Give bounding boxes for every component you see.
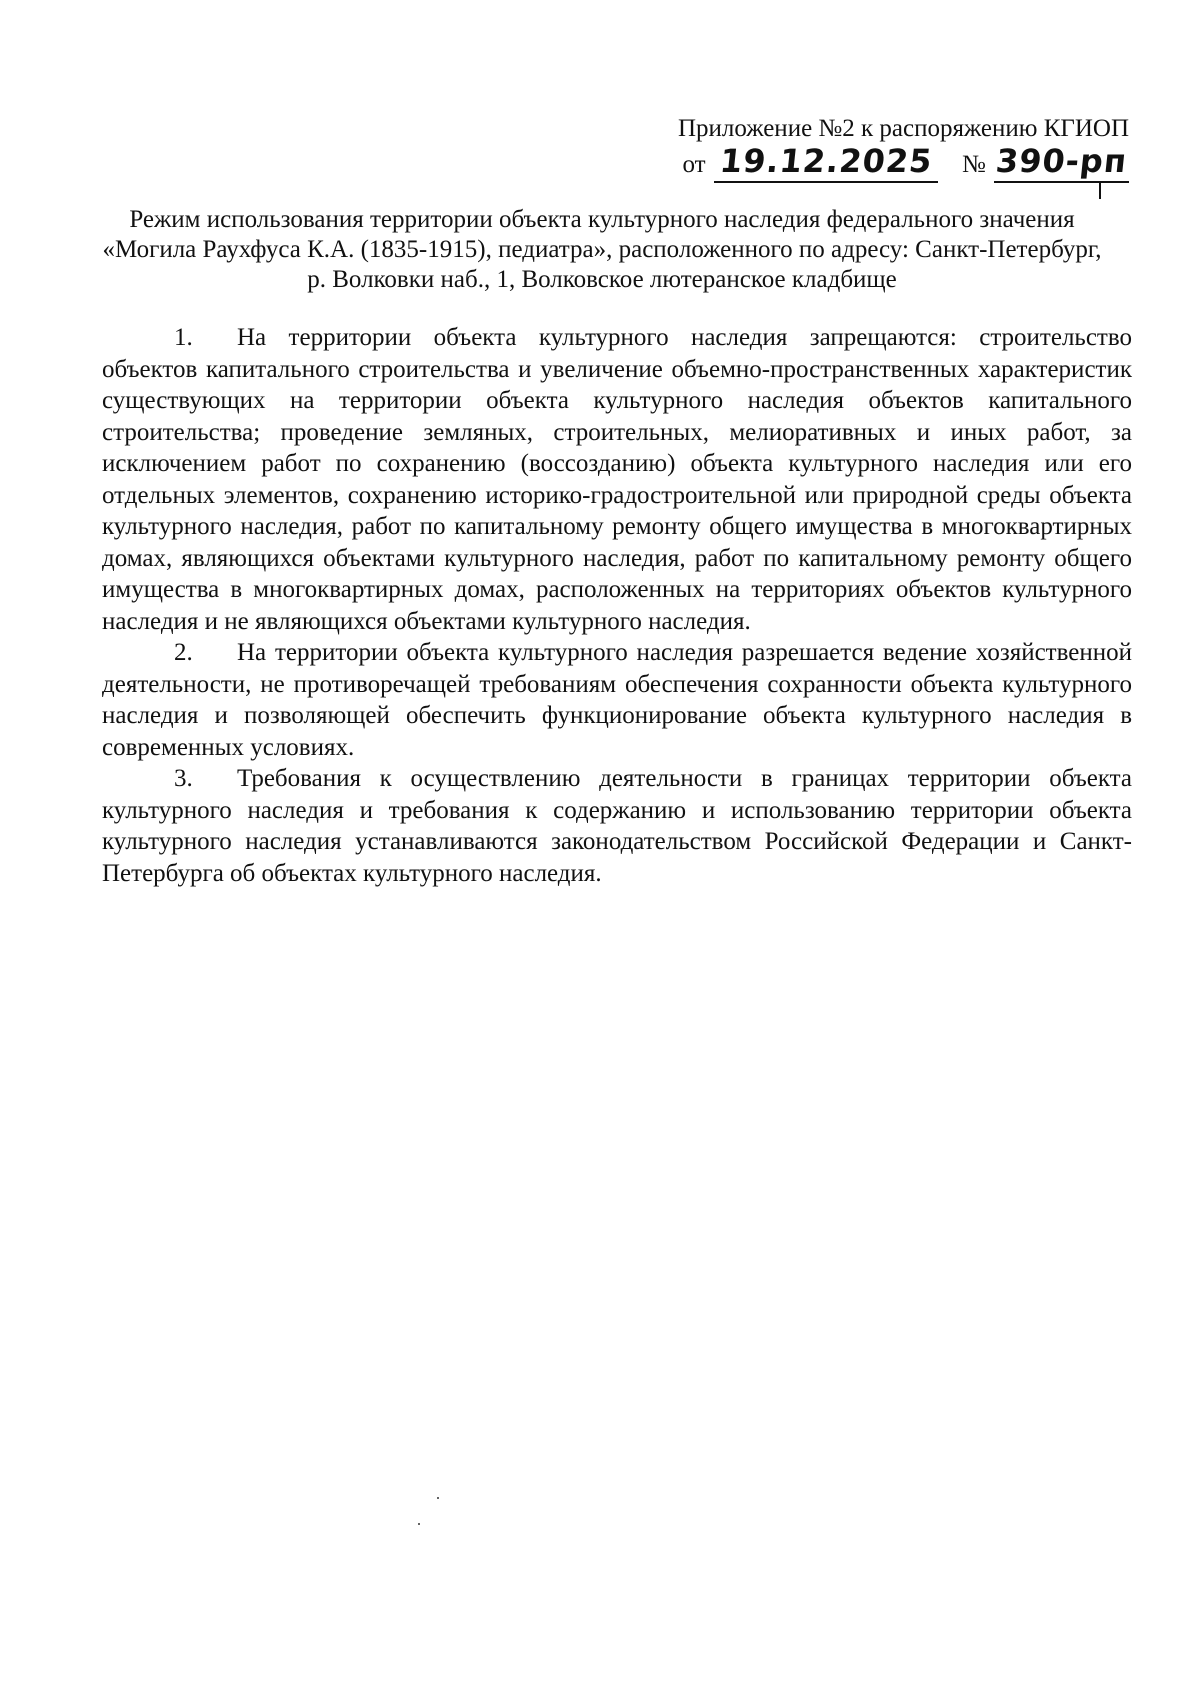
paragraph-number: 2. [174, 639, 193, 666]
handwriting-stroke [1099, 183, 1101, 199]
paragraph-text: На территории объекта культурного наследия разрешается ведение хозяйственной деятельности, не противоречащей требованиям обеспечения сохранности объекта культурного наследия и позволяющей обеспечить функционирование объекта культурного наследия в современных условиях. [102, 639, 1132, 761]
paragraph-number: 1. [174, 324, 193, 351]
number-label: № [962, 151, 986, 178]
title-line-1: Режим использования территории объекта культурного наследия федерального значения [129, 206, 1075, 233]
scan-speck [437, 1497, 439, 1499]
paragraph-2 [102, 637, 1132, 763]
paragraph-text: На территории объекта культурного наследия запрещаются: строительство объектов капитального строительства и увеличение объемно-пространственных характеристик существующих на территории объекта культурного наследия объектов капитального строительства; проведение земляных, строительных, мелиоративных и иных работ, за исключением работ по сохранению (воссозданию) объекта культурного наследия или его отдельных элементов, сохранению историко-градостроительной или природной среды объекта культурного наследия, работ по капитальному ремонту общего имущества в многоквартирных домах, являющихся объектами культурного наследия, работ по капитальному ремонту общего имущества в многоквартирных домах, расположенных на территориях объектов культурного наследия и не являющихся объектами культурного наследия. [102, 324, 1132, 635]
title-line-3: р. Волковки наб., 1, Волковское лютеранское кладбище [307, 266, 897, 293]
paragraph-3 [102, 763, 1132, 889]
document-title [102, 205, 1102, 295]
date-field [714, 142, 938, 183]
handwritten-number: 390-рп [993, 142, 1129, 180]
paragraph-number: 3. [174, 765, 193, 792]
paragraph-text: Требования к осуществлению деятельности в границах территории объекта культурного наследия и требования к содержанию и использованию территории объекта культурного наследия устанавливаются законодательством Российской Федерации и Санкт-Петербурга об объектах культурного наследия. [102, 765, 1132, 887]
number-field [993, 142, 1129, 183]
appendix-header [669, 113, 1129, 183]
paragraph-1 [102, 322, 1132, 637]
scan-speck [418, 1523, 420, 1525]
title-line-2: «Могила Раухфуса К.А. (1835-1915), педиатра», расположенного по адресу: Санкт-Петербург, [102, 236, 1102, 263]
from-label: от [682, 151, 706, 178]
document-body [102, 322, 1132, 889]
appendix-title: Приложение №2 к распоряжению КГИОП [677, 115, 1129, 142]
appendix-date-number-line [669, 142, 1129, 183]
handwritten-date: 19.12.2025 [717, 142, 935, 180]
